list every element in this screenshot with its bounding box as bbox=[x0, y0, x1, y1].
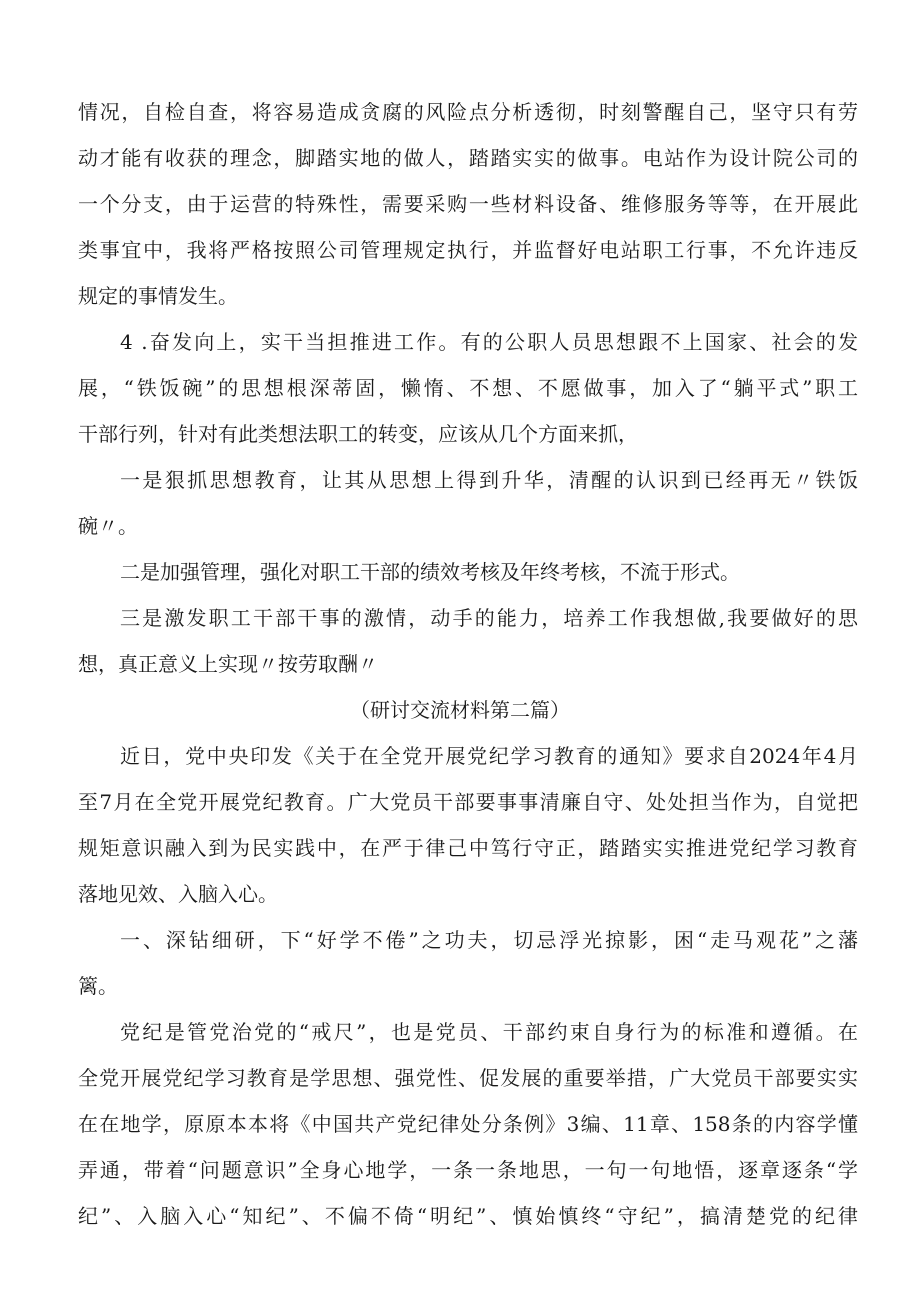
paragraph-1-line-1: 情况，自检自查，将容易造成贪腐的风险点分析透彻，时刻警醒自己，坚守只有劳 bbox=[78, 100, 858, 124]
paragraph-2-line-3: 干部行列，针对有此类想法职工的转变，应该从几个方面来抓， bbox=[78, 422, 638, 446]
paragraph-8-line-1: 党纪是管党治党的“戒尺”，也是党员、干部约束自身行为的标准和遵循。在 bbox=[120, 1020, 858, 1044]
section-title: （研讨交流材料第二篇） bbox=[350, 698, 570, 722]
paragraph-1-line-5: 规定的事情发生。 bbox=[78, 284, 238, 308]
paragraph-7-line-1: 一、深钻细研，下“好学不倦”之功夫，切忌浮光掠影，困“走马观花”之藩 bbox=[120, 928, 858, 952]
paragraph-5-line-2: 想，真正意义上实现〃按劳取酬〃 bbox=[78, 652, 378, 676]
paragraph-8-line-3: 在在地学，原原本本将《中国共产党纪律处分条例》3编、11章、158条的内容学懂 bbox=[78, 1112, 858, 1136]
paragraph-5-line-1: 三是激发职工干部干事的激情，动手的能力，培养工作我想做,我要做好的思 bbox=[120, 606, 858, 630]
paragraph-1-line-3: 一个分支，由于运营的特殊性，需要采购一些材料设备、维修服务等等，在开展此 bbox=[78, 192, 858, 216]
paragraph-7-line-2: 篱。 bbox=[78, 974, 118, 998]
paragraph-1-line-2: 动才能有收获的理念，脚踏实地的做人，踏踏实实的做事。电站作为设计院公司的 bbox=[78, 146, 858, 170]
paragraph-6-line-1: 近日，党中央印发《关于在全党开展党纪学习教育的通知》要求自2024年4月 bbox=[120, 744, 858, 768]
paragraph-8-line-4: 弄通，带着“问题意识”全身心地学，一条一条地思，一句一句地悟，逐章逐条“学 bbox=[78, 1158, 858, 1182]
paragraph-3-line-2: 碗〃。 bbox=[78, 514, 138, 538]
paragraph-2-line-2: 展，“铁饭碗”的思想根深蒂固，懒惰、不想、不愿做事，加入了“躺平式”职工 bbox=[78, 376, 858, 400]
paragraph-6-line-2: 至7月在全党开展党纪教育。广大党员干部要事事清廉自守、处处担当作为，自觉把 bbox=[78, 790, 858, 814]
paragraph-4-line-1: 二是加强管理，强化对职工干部的绩效考核及年终考核，不流于形式。 bbox=[120, 560, 740, 584]
paragraph-6-line-4: 落地见效、入脑入心。 bbox=[78, 882, 278, 906]
paragraph-2-line-1: 4 .奋发向上，实干当担推进工作。有的公职人员思想跟不上国家、社会的发 bbox=[120, 330, 858, 354]
paragraph-8-line-5: 纪”、入脑入心“知纪”、不偏不倚“明纪”、慎始慎终“守纪”，搞清楚党的纪律 bbox=[78, 1204, 858, 1228]
paragraph-8-line-2: 全党开展党纪学习教育是学思想、强党性、促发展的重要举措，广大党员干部要实实 bbox=[78, 1066, 858, 1090]
paragraph-3-line-1: 一是狠抓思想教育，让其从思想上得到升华，清醒的认识到已经再无〃铁饭 bbox=[120, 468, 858, 492]
paragraph-1-line-4: 类事宜中，我将严格按照公司管理规定执行，并监督好电站职工行事，不允许违反 bbox=[78, 238, 858, 262]
paragraph-6-line-3: 规矩意识融入到为民实践中，在严于律己中笃行守正，踏踏实实推进党纪学习教育 bbox=[78, 836, 858, 860]
